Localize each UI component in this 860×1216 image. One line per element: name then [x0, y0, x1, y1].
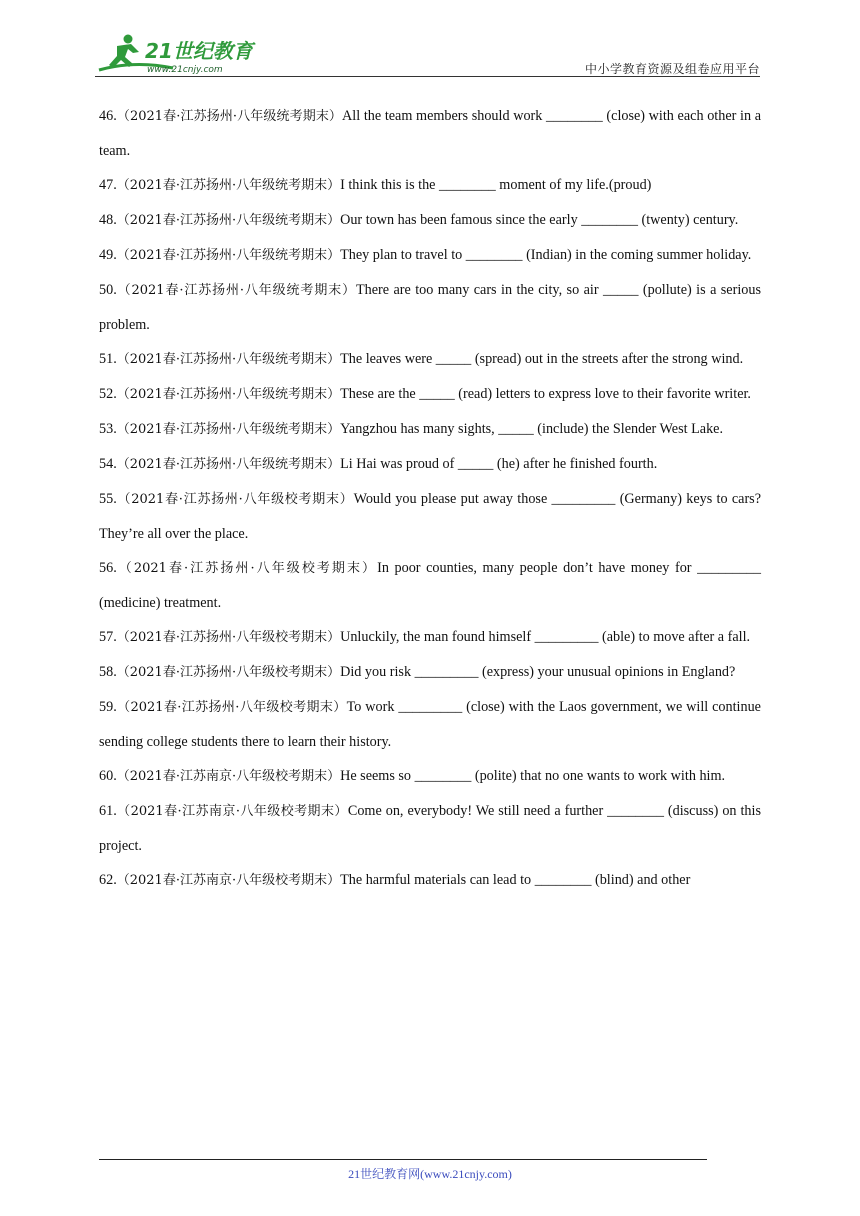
question-item — [99, 412, 761, 447]
question-source: （2021春·江苏南京·八年级校考期末） — [116, 769, 341, 784]
question-item — [99, 99, 761, 168]
question-number: 61. — [99, 803, 117, 819]
question-item — [99, 551, 761, 620]
question-source: （2021春·江苏扬州·八年级校考期末） — [116, 492, 354, 507]
question-text: In poor counties, many people don’t have money for _________ (medicine) treatment. — [99, 560, 761, 611]
question-item — [99, 690, 761, 759]
question-text: I think this is the ________ moment of my life.(proud) — [340, 177, 652, 193]
question-source: （2021春·江苏扬州·八年级统考期末） — [116, 352, 341, 367]
question-text: All the team members should work ________ (close) with each other in a team. — [99, 108, 761, 159]
question-source: （2021春·江苏南京·八年级校考期末） — [116, 873, 341, 888]
question-item — [99, 482, 761, 551]
question-source: （2021春·江苏扬州·八年级统考期末） — [116, 109, 343, 124]
question-item — [99, 794, 761, 863]
question-number: 56. — [99, 560, 117, 576]
question-number: 54. — [99, 456, 117, 472]
question-list — [99, 99, 761, 898]
question-number: 58. — [99, 664, 117, 680]
question-number: 57. — [99, 629, 117, 645]
question-item — [99, 377, 761, 412]
question-number: 53. — [99, 421, 117, 437]
question-source: （2021春·江苏南京·八年级校考期末） — [116, 804, 348, 819]
question-source: （2021春·江苏扬州·八年级校考期末） — [116, 561, 378, 576]
question-source: （2021春·江苏扬州·八年级统考期末） — [116, 283, 356, 298]
question-item — [99, 655, 761, 690]
question-number: 55. — [99, 491, 117, 507]
footer-link[interactable]: 21世纪教育网(www.21cnjy.com) — [348, 1167, 512, 1181]
question-number: 62. — [99, 872, 117, 888]
question-text: Yangzhou has many sights, _____ (include) the Slender West Lake. — [340, 421, 724, 437]
question-text: The leaves were _____ (spread) out in the streets after the strong wind. — [340, 351, 744, 367]
question-text: Li Hai was proud of _____ (he) after he finished fourth. — [340, 456, 658, 472]
question-item — [99, 620, 761, 655]
question-source: （2021春·江苏扬州·八年级统考期末） — [116, 248, 341, 263]
logo-wordmark: 21世纪教育 — [145, 39, 253, 63]
question-number: 51. — [99, 351, 117, 367]
question-number: 60. — [99, 768, 117, 784]
question-text: There are too many cars in the city, so air _____ (pollute) is a serious problem. — [99, 282, 761, 333]
question-item — [99, 342, 761, 377]
question-text: Unluckily, the man found himself _________ (able) to move after a fall. — [340, 629, 751, 645]
platform-title: 中小学教育资源及组卷应用平台 — [584, 62, 760, 76]
question-number: 59. — [99, 699, 117, 715]
question-number: 50. — [99, 282, 117, 298]
question-item — [99, 863, 761, 898]
question-number: 48. — [99, 212, 117, 228]
question-source: （2021春·江苏扬州·八年级校考期末） — [116, 630, 341, 645]
logo-url: www.21cnjy.com — [147, 65, 223, 75]
question-text: Come on, everybody! We still need a further ________ (discuss) on this project. — [99, 803, 761, 854]
question-text: To work _________ (close) with the Laos government, we will continue sending college students there to learn their history. — [99, 699, 761, 750]
question-source: （2021春·江苏扬州·八年级统考期末） — [116, 178, 341, 193]
site-logo[interactable] — [95, 32, 265, 76]
question-number: 46. — [99, 108, 117, 124]
question-text: The harmful materials can lead to ________ (blind) and other — [340, 872, 691, 888]
question-item — [99, 203, 761, 238]
question-text: They plan to travel to ________ (Indian) in the coming summer holiday. — [340, 247, 752, 263]
question-source: （2021春·江苏扬州·八年级统考期末） — [116, 213, 341, 228]
page-header — [95, 30, 765, 78]
question-number: 52. — [99, 386, 117, 402]
question-item — [99, 168, 761, 203]
header-divider — [95, 76, 760, 77]
question-text: Did you risk _________ (express) your unusual opinions in England? — [340, 664, 736, 680]
question-source: （2021春·江苏扬州·八年级统考期末） — [116, 457, 341, 472]
question-item — [99, 759, 761, 794]
question-number: 49. — [99, 247, 117, 263]
question-source: （2021春·江苏扬州·八年级统考期末） — [116, 422, 341, 437]
question-text: Our town has been famous since the early ________ (twenty) century. — [340, 212, 739, 228]
question-source: （2021春·江苏扬州·八年级校考期末） — [116, 700, 347, 715]
question-number: 47. — [99, 177, 117, 193]
question-text: Would you please put away those _________ (Germany) keys to cars? They’re all over the place. — [99, 491, 761, 542]
question-item — [99, 447, 761, 482]
question-source: （2021春·江苏扬州·八年级校考期末） — [116, 665, 341, 680]
footer-divider — [99, 1159, 707, 1160]
question-text: He seems so ________ (polite) that no one wants to work with him. — [340, 768, 726, 784]
question-text: These are the _____ (read) letters to express love to their favorite writer. — [340, 386, 751, 402]
question-item — [99, 238, 761, 273]
question-source: （2021春·江苏扬州·八年级统考期末） — [116, 387, 341, 402]
question-item — [99, 273, 761, 342]
